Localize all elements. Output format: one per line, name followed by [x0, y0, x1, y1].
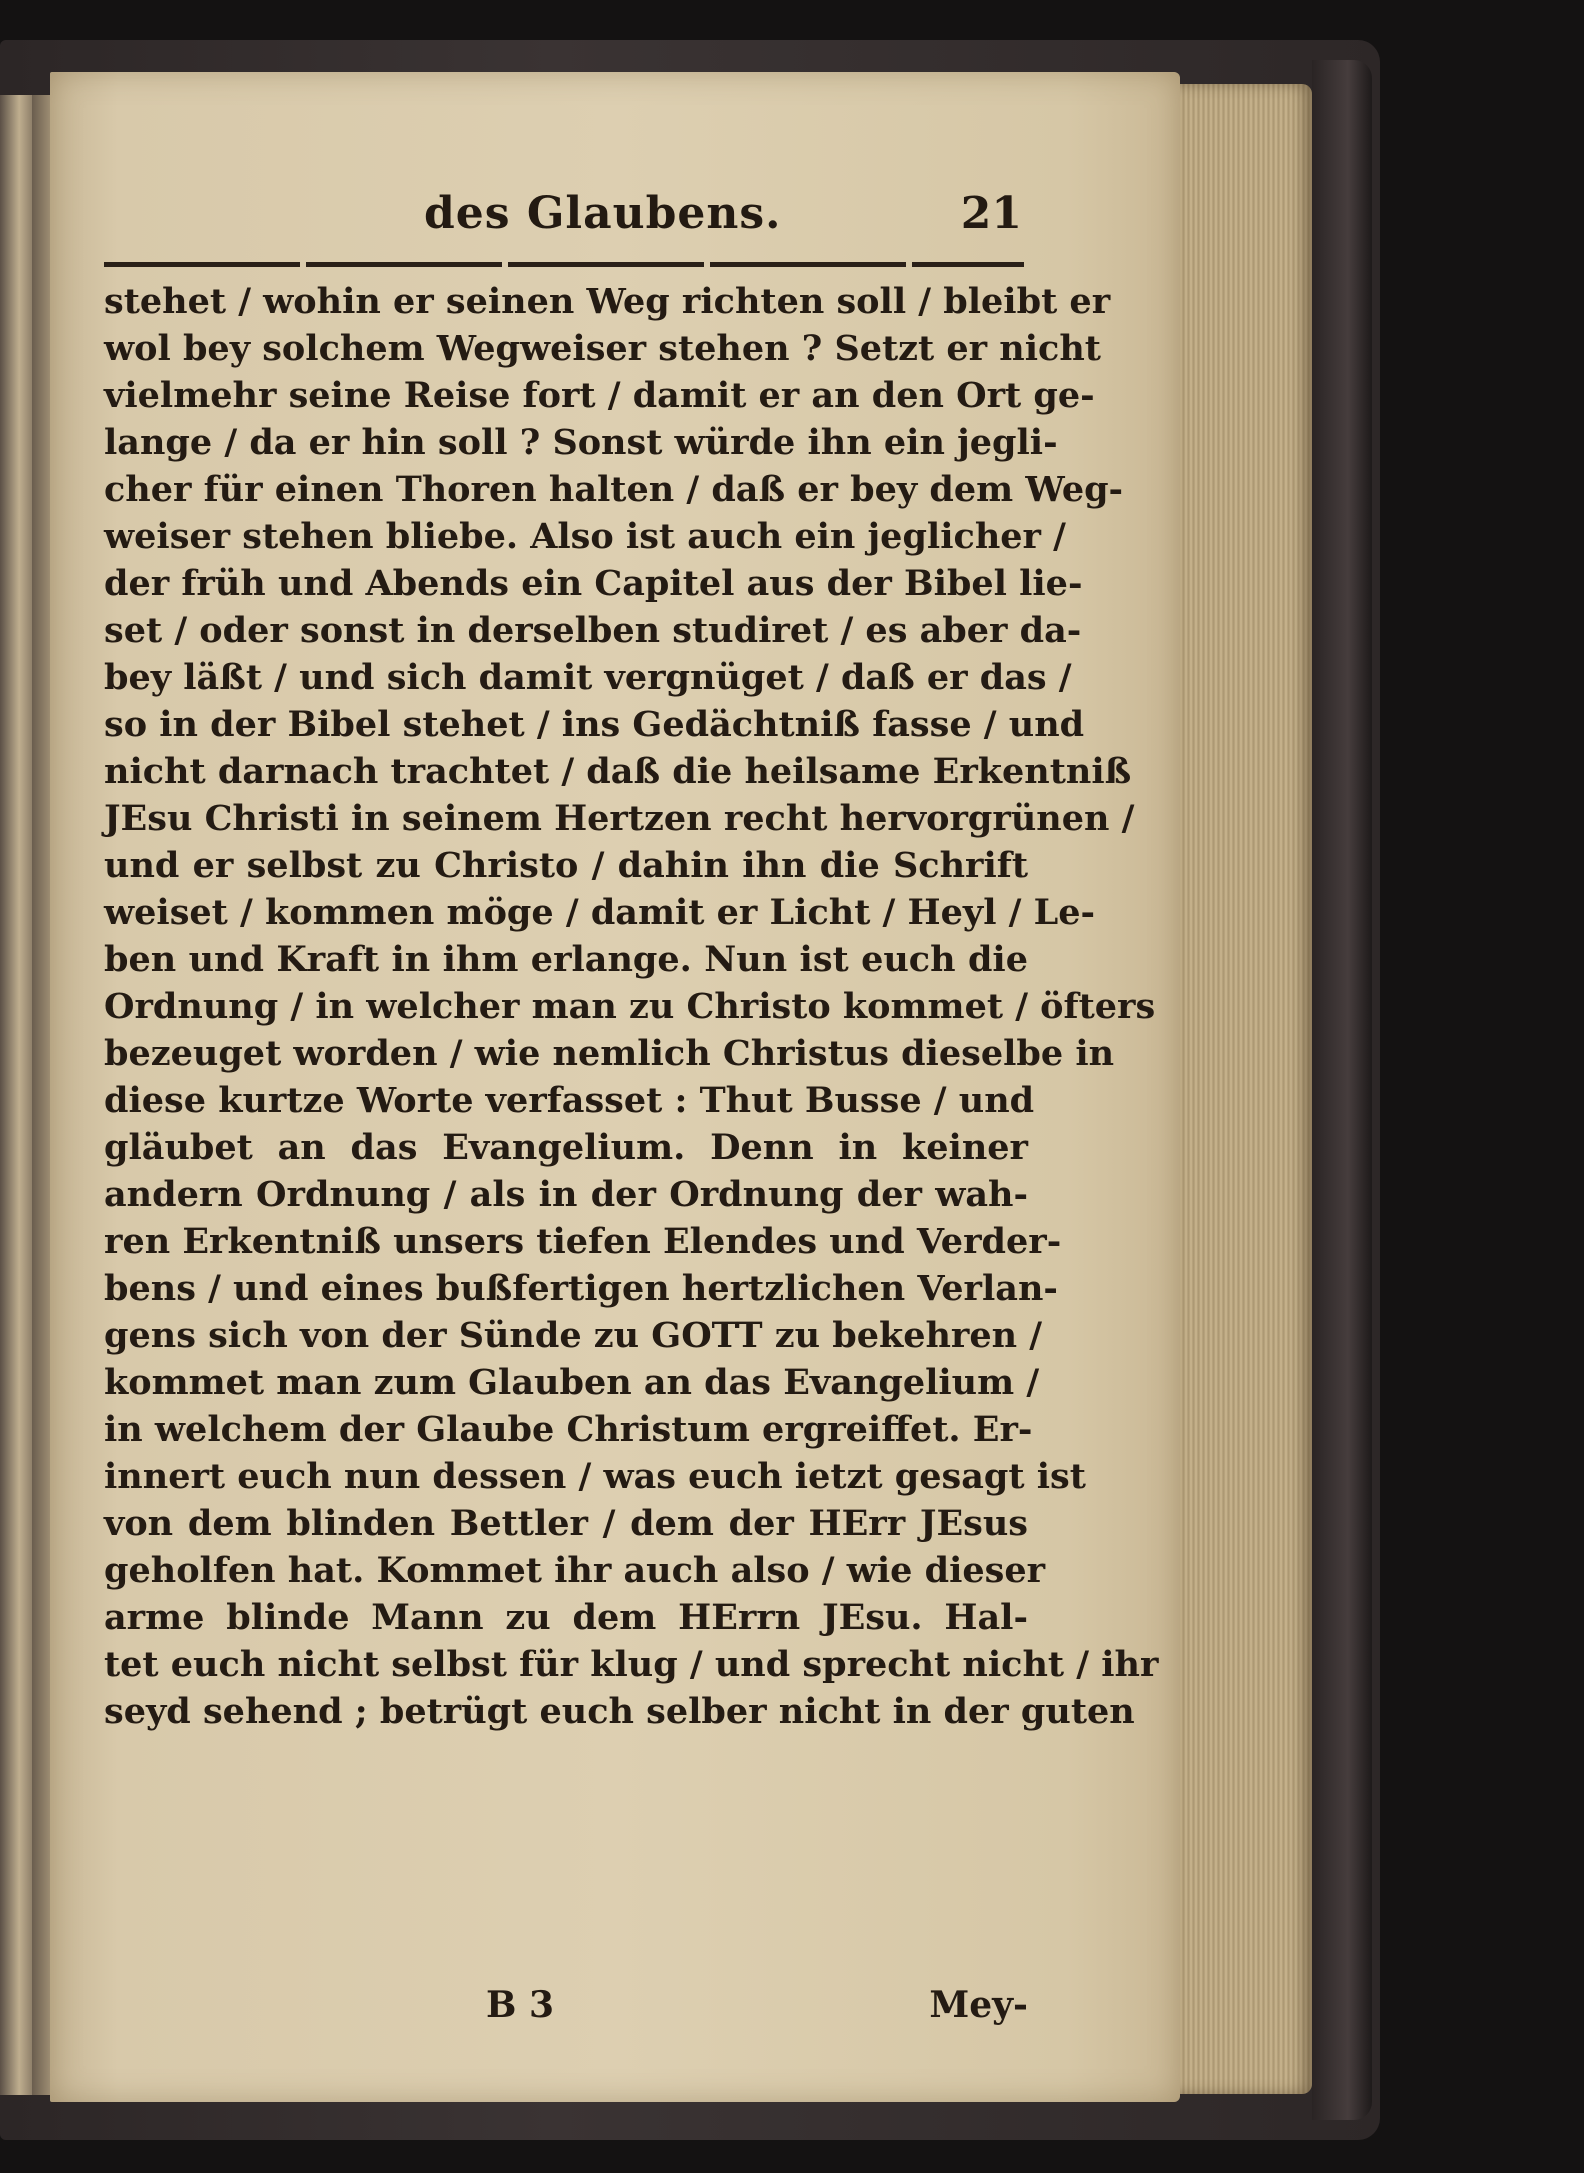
text-line: der früh und Abends ein Capitel aus der Bibel lie-	[104, 563, 1083, 604]
text-line: bezeuget worden / wie nemlich Christus dieselbe in	[104, 1033, 1115, 1074]
text-line: ren Erkentniß unsers tiefen Elendes und Verder-	[104, 1221, 1062, 1262]
text-line: wol bey solchem Wegweiser stehen ? Setzt er nicht	[104, 328, 1101, 369]
page-fore-edges	[1180, 84, 1312, 2094]
text-line: lange / da er hin soll ? Sonst würde ihn ein jegli-	[104, 422, 1058, 463]
text-line: von dem blinden Bettler / dem der HErr JEsus	[104, 1503, 1028, 1544]
text-line: ben und Kraft in ihm erlange. Nun ist euch die	[104, 939, 1028, 980]
text-line: cher für einen Thoren halten / daß er bey dem Weg-	[104, 469, 1124, 510]
text-line: vielmehr seine Reise fort / damit er an den Ort ge-	[104, 375, 1095, 416]
text-line: gens sich von der Sünde zu GOTT zu bekehren /	[104, 1315, 1043, 1356]
running-head-title: des Glaubens.	[424, 188, 782, 239]
text-line: diese kurtze Worte verfasset : Thut Busse / und	[104, 1080, 1035, 1121]
facing-page-edge	[0, 95, 32, 2095]
body-text	[104, 278, 1159, 1735]
text-line: innert euch nun dessen / was euch ietzt gesagt ist	[104, 1456, 1086, 1497]
page-footer	[104, 1984, 1028, 2040]
text-line: JEsu Christi in seinem Hertzen recht hervorgrünen /	[104, 798, 1135, 839]
text-line: gläubet an das Evangelium. Denn in keiner	[104, 1127, 1028, 1168]
header-rule	[104, 262, 1024, 267]
signature-mark: B 3	[486, 1984, 555, 2026]
text-line: und er selbst zu Christo / dahin ihn die Schrift	[104, 845, 1028, 886]
page-number: 21	[960, 188, 1022, 239]
running-head	[104, 188, 1022, 258]
text-line: Ordnung / in welcher man zu Christo kommet / öfters	[104, 986, 1156, 1027]
text-line: in welchem der Glaube Christum ergreiffet. Er-	[104, 1409, 1033, 1450]
text-line: set / oder sonst in derselben studiret / es aber da-	[104, 610, 1082, 651]
text-line: kommet man zum Glauben an das Evangelium /	[104, 1362, 1040, 1403]
text-line: geholfen hat. Kommet ihr auch also / wie dieser	[104, 1550, 1046, 1591]
text-line: nicht darnach trachtet / daß die heilsame Erkentniß	[104, 751, 1132, 792]
text-line: seyd sehend ; betrügt euch selber nicht in der guten	[104, 1691, 1135, 1732]
text-line: weiser stehen bliebe. Also ist auch ein jeglicher /	[104, 516, 1066, 557]
text-line: tet euch nicht selbst für klug / und sprecht nicht / ihr	[104, 1644, 1159, 1685]
text-line: weiset / kommen möge / damit er Licht / Heyl / Le-	[104, 892, 1096, 933]
text-line: bey läßt / und sich damit vergnüget / daß er das /	[104, 657, 1072, 698]
text-line: andern Ordnung / als in der Ordnung der wah-	[104, 1174, 1028, 1215]
page-gutter	[32, 95, 50, 2095]
text-line: stehet / wohin er seinen Weg richten soll / bleibt er	[104, 281, 1111, 322]
text-line: so in der Bibel stehet / ins Gedächtniß fasse / und	[104, 704, 1085, 745]
catchword: Mey-	[929, 1984, 1028, 2026]
back-cover-edge	[1312, 60, 1372, 2120]
text-line: bens / und eines bußfertigen hertzlichen Verlan-	[104, 1268, 1058, 1309]
text-line: arme blinde Mann zu dem HErrn JEsu. Hal-	[104, 1597, 1028, 1638]
